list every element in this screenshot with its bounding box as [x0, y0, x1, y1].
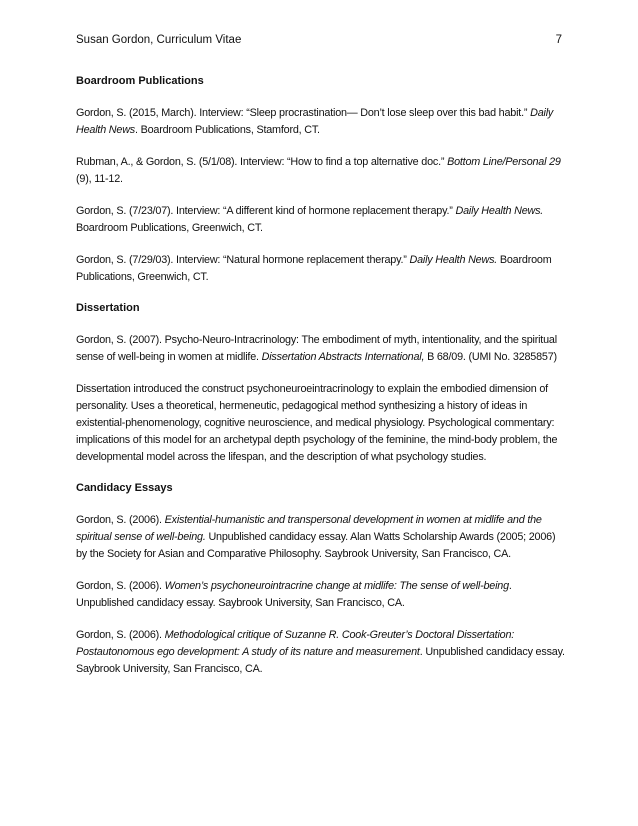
page-content	[76, 74, 566, 693]
dissertation-description: Dissertation introduced the construct psychoneuroeintracrinology to explain the embodied dimension of personality. Uses a theoretical, hermeneutic, pedagogical method synthesizing a history of ideas in existential-phenomenology, cognitive neuroscience, and medical physiology. Psychological commentary: implications of this model for an archetypal depth psychology of the feminine, the mind-body problem, the developmental model across the lifespan, and the description of what psychology studies.	[76, 383, 558, 463]
section-heading: Boardroom Publications	[76, 75, 204, 87]
section-heading: Candidacy Essays	[76, 482, 173, 494]
citation-entry: Gordon, S. (2006). Methodological critique of Suzanne R. Cook-Greuter’s Doctoral Dissertation: Postautonomous ego development: A study of its nature and measurement. Unpublished candidacy essay. Saybrook University, San Francisco, CA.	[76, 629, 565, 675]
citation-entry: Gordon, S. (2015, March). Interview: “Sleep procrastination— Don’t lose sleep over this bad habit.” Daily Health News. Boardroom Publications, Stamford, CT.	[76, 107, 554, 136]
citation-entry: Gordon, S. (2006). Existential-humanistic and transpersonal development in women at midlife and the spiritual sense of well-being. Unpublished candidacy essay. Alan Watts Scholarship Awards (2005; 2006) by the Society for Asian and Comparative Philosophy. Saybrook University, San Francisco, CA.	[76, 514, 556, 560]
citation-entry: Gordon, S. (7/23/07). Interview: “A different kind of hormone replacement therapy.” Daily Health News. Boardroom Publications, Greenwich, CT.	[76, 205, 544, 234]
citation-entry: Rubman, A., & Gordon, S. (5/1/08). Interview: “How to find a top alternative doc.” Bottom Line/Personal 29 (9), 11-12.	[76, 156, 561, 185]
citation-entry: Gordon, S. (2006). Women’s psychoneurointracrine change at midlife: The sense of well-being. Unpublished candidacy essay. Saybrook University, San Francisco, CA.	[76, 580, 512, 609]
header-title: Susan Gordon, Curriculum Vitae	[76, 34, 242, 46]
citation-entry: Gordon, S. (7/29/03). Interview: “Natural hormone replacement therapy.” Daily Health News. Boardroom Publications, Greenwich, CT.	[76, 254, 552, 283]
citation-entry: Gordon, S. (2007). Psycho-Neuro-Intracrinology: The embodiment of myth, intentionality, and the spiritual sense of well-being in women at midlife. Dissertation Abstracts International, B 68/09. (UMI No. 3285857)	[76, 334, 557, 363]
page-header	[76, 34, 562, 46]
page-number: 7	[555, 34, 562, 46]
section-heading: Dissertation	[76, 302, 140, 314]
